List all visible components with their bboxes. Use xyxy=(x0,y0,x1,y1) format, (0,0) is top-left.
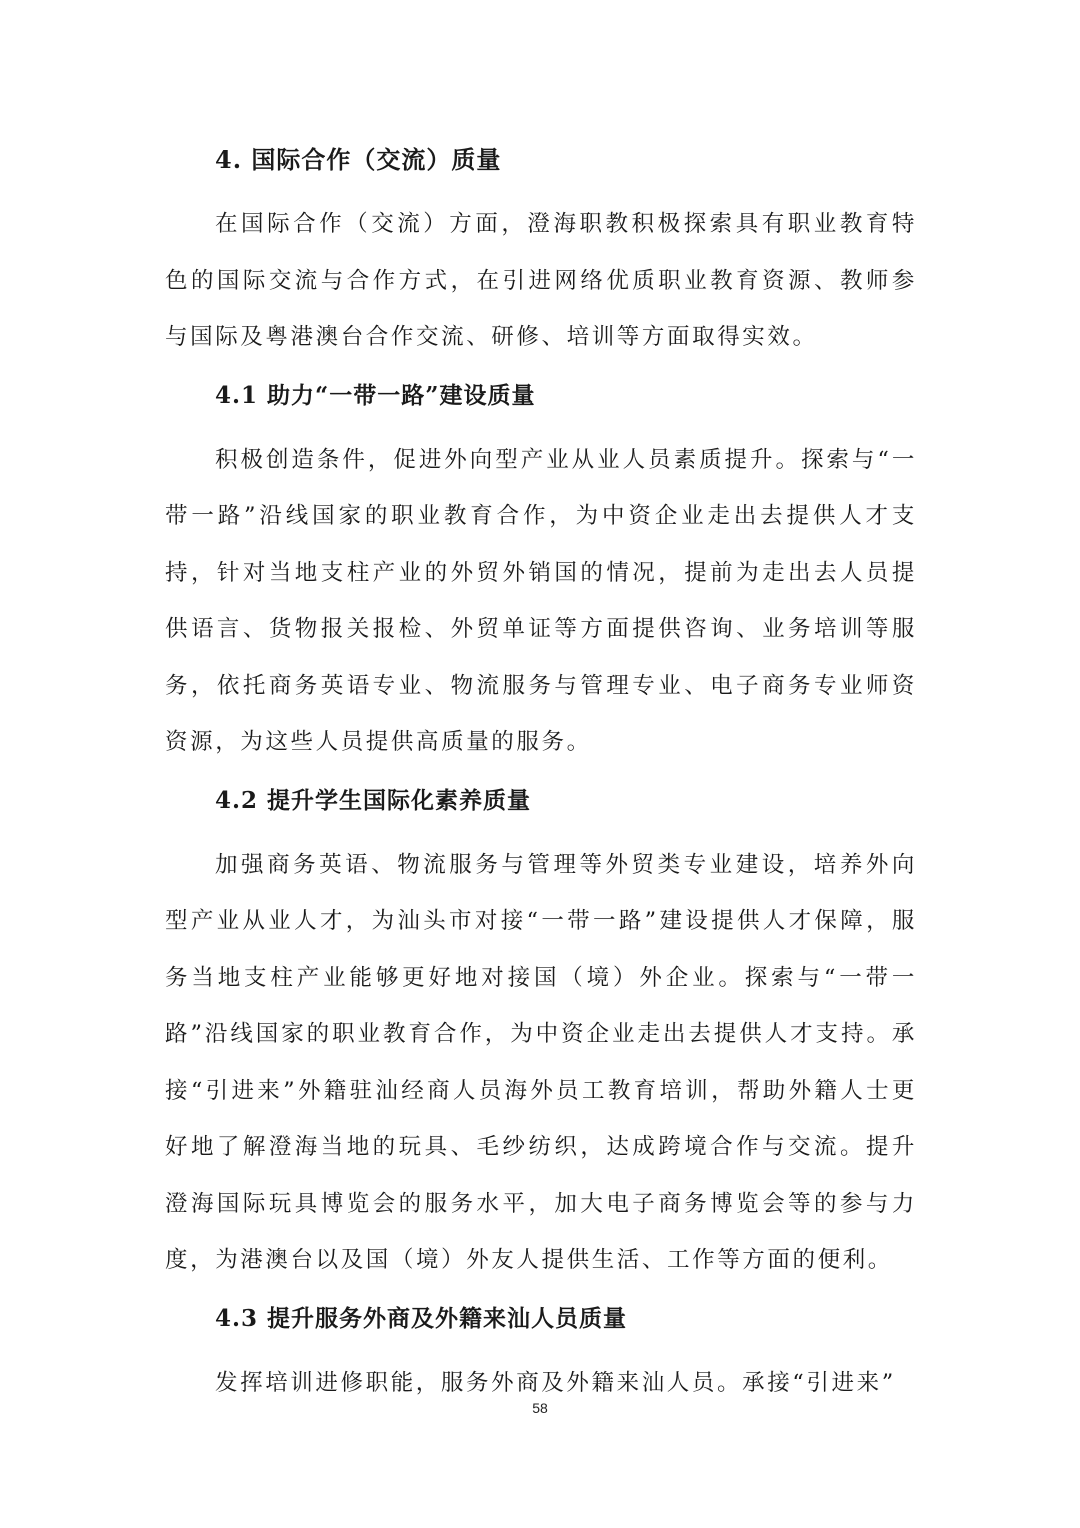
section-heading-4-2: 4.2 提升学生国际化素养质量 xyxy=(215,786,532,814)
section-heading-4-3: 4.3 提升服务外商及外籍来汕人员质量 xyxy=(215,1304,628,1332)
page-content xyxy=(165,140,917,1411)
section-heading-4-1: 4.1 助力“一带一路”建设质量 xyxy=(215,381,536,409)
section-heading-4: 4. 国际合作（交流）质量 xyxy=(215,145,502,174)
section-paragraph-4-1: 积极创造条件，促进外向型产业从业人员素质提升。探索与“一带一路”沿线国家的职业教育合作，为中资企业走出去提供人才支持，针对当地支柱产业的外贸外销国的情况，提前为走出去人员提供语言、货物报关报检、外贸单证等方面提供咨询、业务培训等服务，依托商务英语专业、物流服务与管理专业、电子商务专业师资资源，为这些人员提供高质量的服务。 xyxy=(165,446,917,755)
section-paragraph-4-3: 发挥培训进修职能，服务外商及外籍来汕人员。承接“引进来” xyxy=(215,1369,896,1396)
section-paragraph-4-2: 加强商务英语、物流服务与管理等外贸类专业建设，培养外向型产业从业人才，为汕头市对接“一带一路”建设提供人才保障，服务当地支柱产业能够更好地对接国（境）外企业。探索与“一带一路”沿线国家的职业教育合作，为中资企业走出去提供人才支持。承接“引进来”外籍驻汕经商人员海外员工教育培训，帮助外籍人士更好地了解澄海当地的玩具、毛纱纺织，达成跨境合作与交流。提升澄海国际玩具博览会的服务水平，加大电子商务博览会等的参与力度，为港澳台以及国（境）外友人提供生活、工作等方面的便利。 xyxy=(165,851,917,1273)
page-number: 58 xyxy=(532,1400,548,1416)
section-paragraph-4: 在国际合作（交流）方面，澄海职教积极探索具有职业教育特色的国际交流与合作方式，在引进网络优质职业教育资源、教师参与国际及粤港澳台合作交流、研修、培训等方面取得实效。 xyxy=(165,211,917,350)
